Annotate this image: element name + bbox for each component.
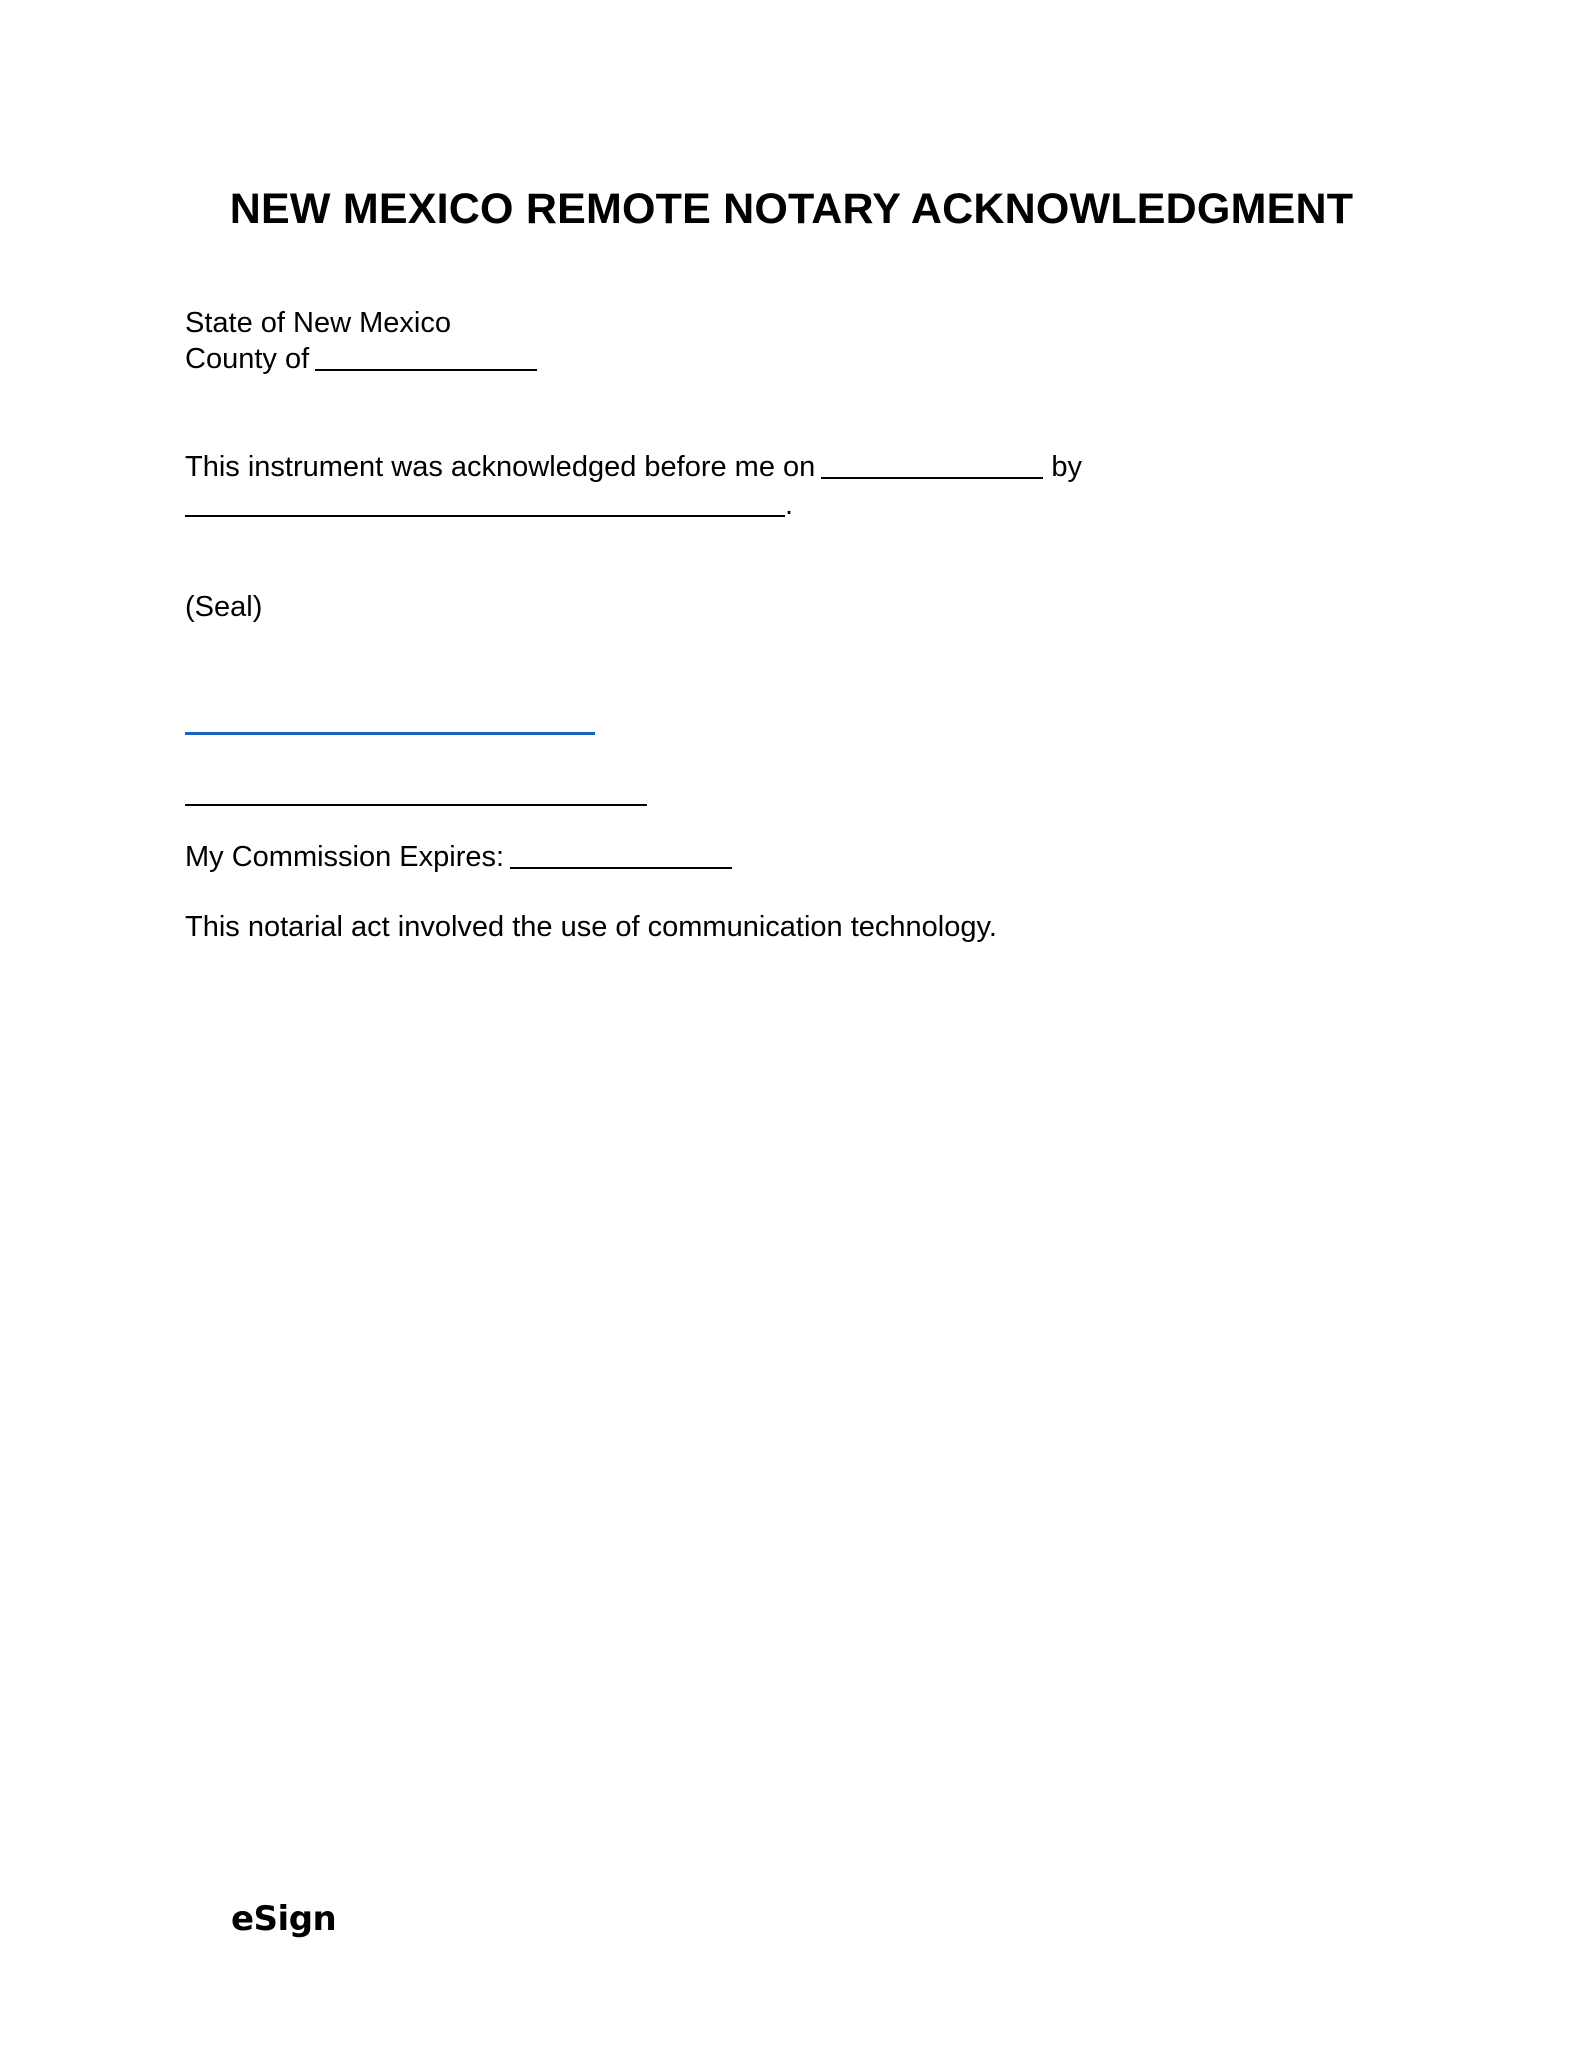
notary-printed-name-line[interactable] [185, 804, 647, 806]
seal-label: (Seal) [185, 591, 263, 623]
remote-technology-statement: This notarial act involved the use of communication technology. [185, 911, 997, 943]
period: . [785, 489, 794, 521]
document-title: NEW MEXICO REMOTE NOTARY ACKNOWLEDGMENT [229, 185, 1354, 233]
by-text: by [1051, 451, 1082, 483]
county-blank-field[interactable] [315, 369, 537, 371]
county-label: County of [185, 343, 310, 375]
notary-signature-line[interactable] [185, 732, 595, 735]
date-blank-field[interactable] [821, 477, 1043, 479]
acknowledgment-text: This instrument was acknowledged before me on [185, 451, 816, 483]
commission-line [185, 840, 732, 874]
acknowledgment-line [185, 450, 1082, 484]
commission-expiry-blank-field[interactable] [510, 867, 732, 869]
esign-logo: eSign [231, 1899, 337, 1939]
signer-name-line [185, 488, 793, 522]
signer-name-blank-field[interactable] [185, 515, 785, 517]
county-line [185, 342, 537, 376]
state-line: State of New Mexico [185, 307, 451, 339]
commission-label: My Commission Expires: [185, 841, 505, 873]
